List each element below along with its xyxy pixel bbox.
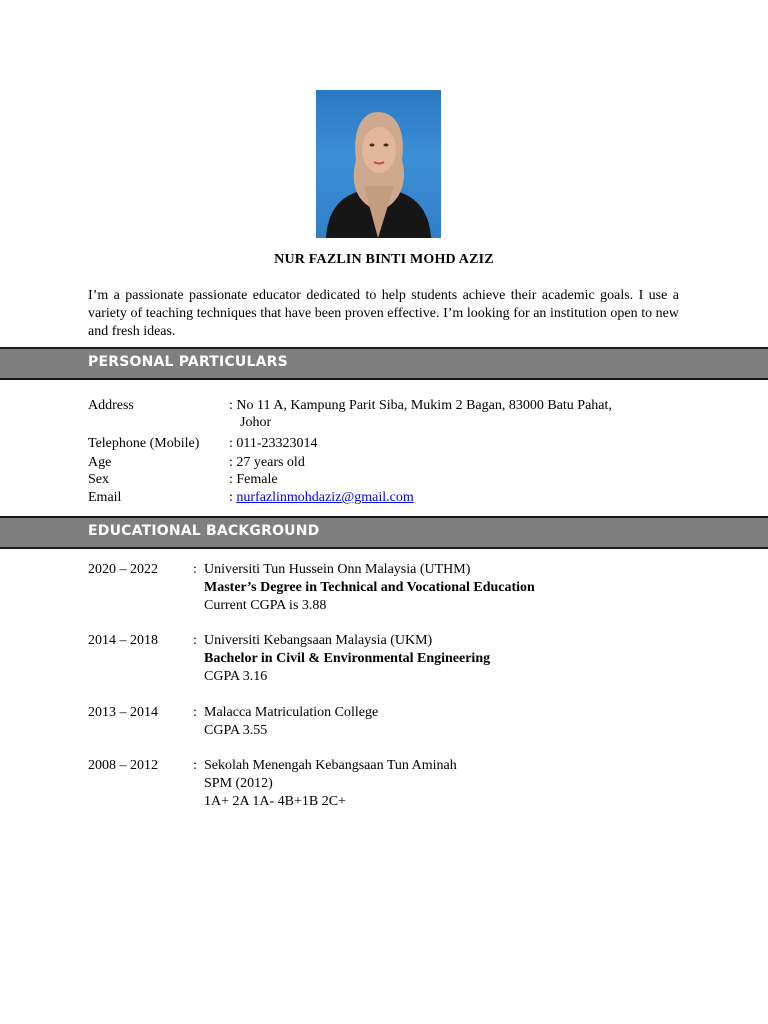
education-exam: SPM (2012) <box>204 776 273 791</box>
address-value: : No 11 A, Kampung Parit Siba, Mukim 2 Bagan, 83000 Batu Pahat, <box>229 398 612 413</box>
education-colon: : <box>193 562 197 577</box>
education-institution: Universiti Tun Hussein Onn Malaysia (UTHM) <box>204 562 471 577</box>
education-years: 2014 – 2018 <box>88 633 158 648</box>
address-value-line2: Johor <box>240 415 272 430</box>
education-colon: : <box>193 633 197 648</box>
summary-paragraph: I’m a passionate passionate educator dedicated to help students achieve their academic goals. I use a variety of teaching techniques that have been proven effective. I’m looking for an institution open to new and fresh ideas. <box>88 288 679 339</box>
section-title: PERSONAL PARTICULARS <box>88 354 288 370</box>
education-institution: Sekolah Menengah Kebangsaan Tun Aminah <box>204 758 457 773</box>
candidate-name: NUR FAZLIN BINTI MOHD AZIZ <box>274 252 494 267</box>
age-value: : 27 years old <box>229 455 305 470</box>
education-grade: Current CGPA is 3.88 <box>204 598 327 613</box>
education-institution: Universiti Kebangsaan Malaysia (UKM) <box>204 633 433 648</box>
section-title: EDUCATIONAL BACKGROUND <box>88 523 320 539</box>
email-colon: : <box>229 490 233 505</box>
phone-label: Telephone (Mobile) <box>88 436 200 451</box>
email-row <box>229 489 414 507</box>
educational-background-section-header <box>0 516 768 549</box>
education-years: 2008 – 2012 <box>88 758 158 773</box>
education-years: 2013 – 2014 <box>88 705 158 720</box>
address-label: Address <box>88 398 134 413</box>
sex-value: : Female <box>229 472 278 487</box>
phone-value: : 011-23323014 <box>229 436 318 451</box>
sex-label: Sex <box>88 472 109 487</box>
education-degree: Bachelor in Civil & Environmental Engineering <box>204 651 491 666</box>
education-colon: : <box>193 705 197 720</box>
education-grade: 1A+ 2A 1A- 4B+1B 2C+ <box>204 794 346 809</box>
education-degree: Master’s Degree in Technical and Vocational Education <box>204 580 535 595</box>
email-link[interactable]: nurfazlinmohdaziz@gmail.com <box>236 490 414 505</box>
education-institution: Malacca Matriculation College <box>204 705 379 720</box>
education-grade: CGPA 3.55 <box>204 723 268 738</box>
profile-photo <box>316 90 441 238</box>
email-label: Email <box>88 490 122 505</box>
personal-particulars-section-header <box>0 347 768 380</box>
education-grade: CGPA 3.16 <box>204 669 268 684</box>
age-label: Age <box>88 455 112 470</box>
education-colon: : <box>193 758 197 773</box>
education-years: 2020 – 2022 <box>88 562 158 577</box>
